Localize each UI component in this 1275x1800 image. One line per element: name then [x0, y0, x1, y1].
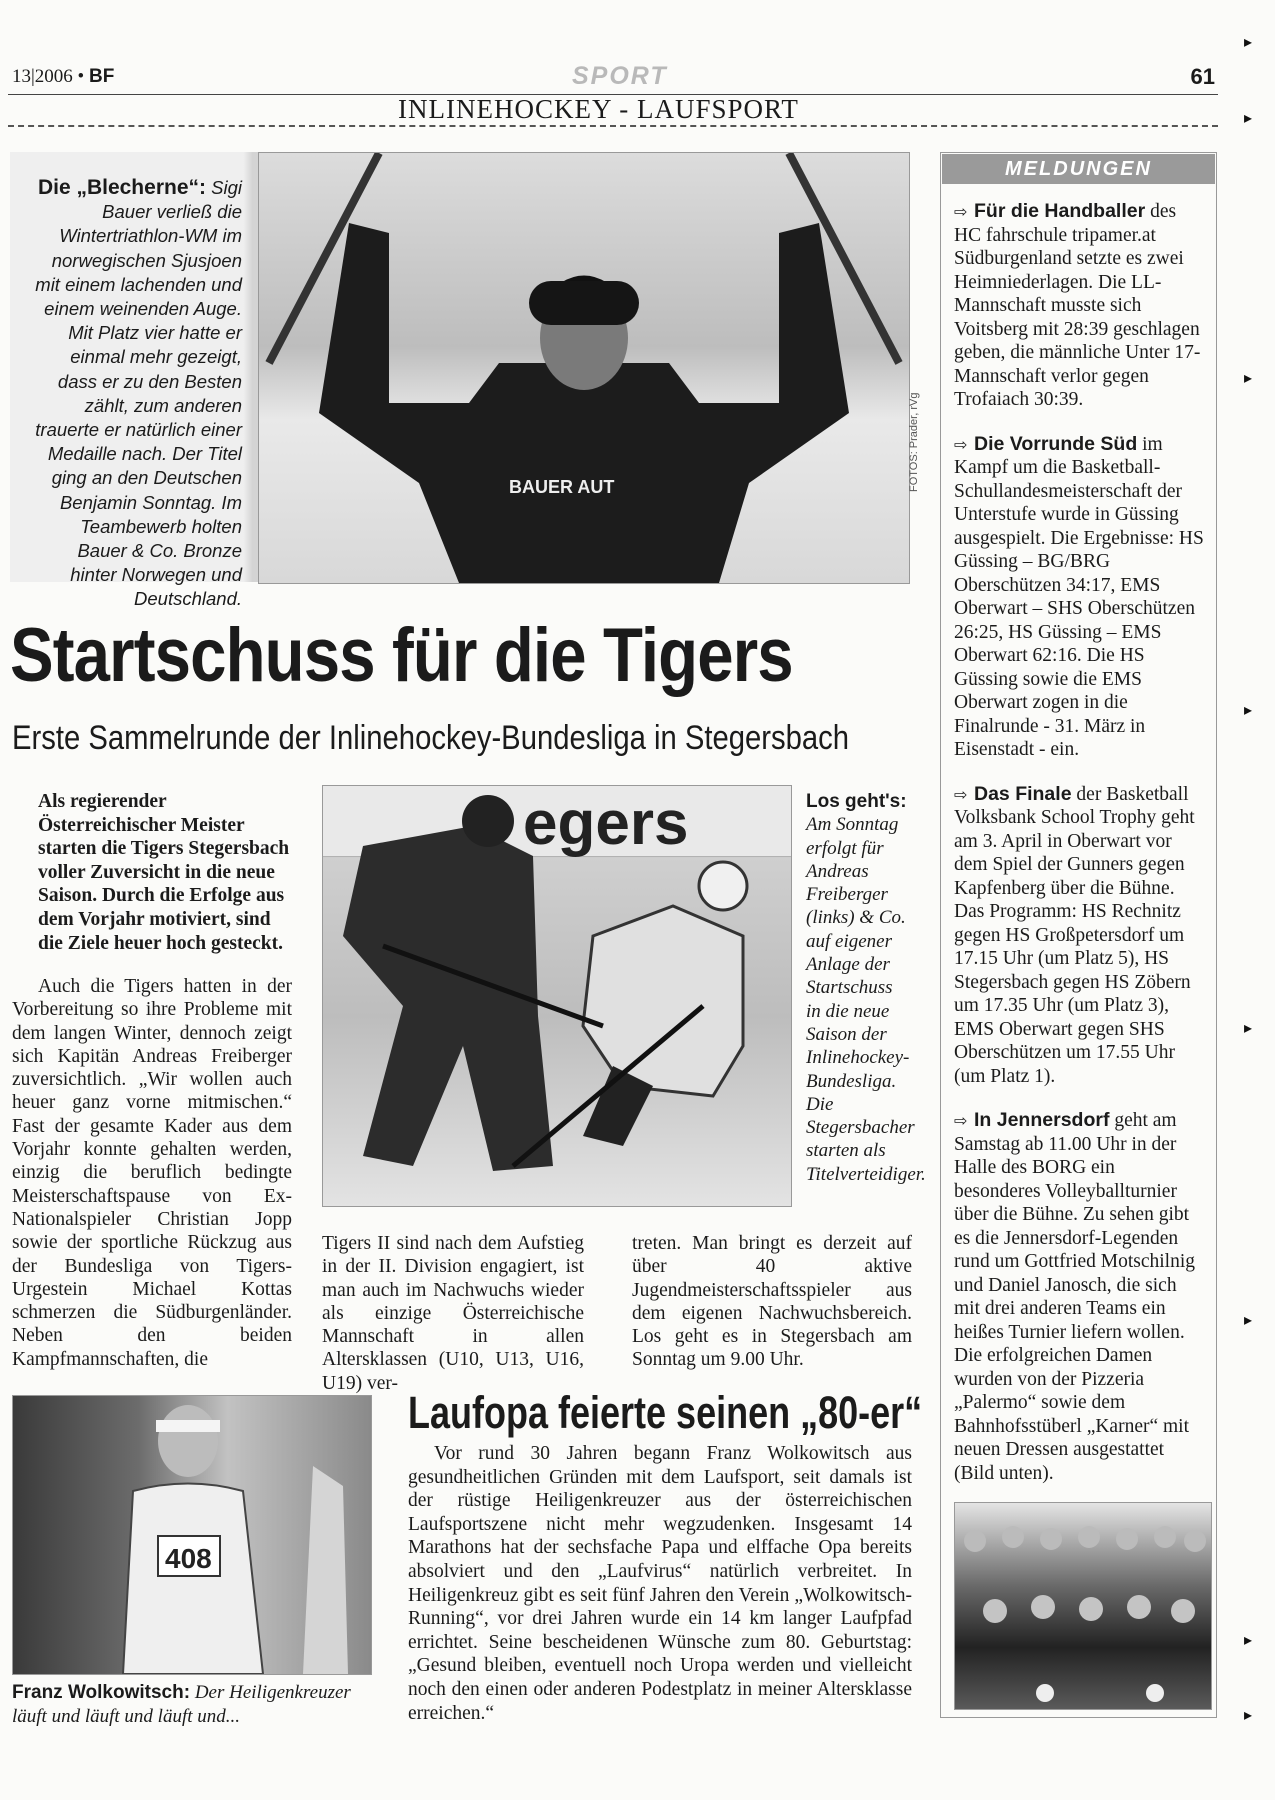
photo-credit: FOTOS: Prader, rVg: [908, 392, 920, 492]
news-item-text: des HC fahrschule tripamer.at Südburgenland setzte es zwei Heimniederlagen. Die LL-Mannschaft musste sich Voitsberg mit 28:39 geschlagen geben, die männliche Unter 17-Mannschaft verlor gegen Trofaiach 30:39.: [954, 201, 1201, 410]
runner-caption-title: Franz Wolkowitsch:: [12, 1682, 191, 1703]
skier-caption: [34, 176, 242, 612]
runner-caption-text: Der Heiligenkreuzer läuft und läuft und läuft und...: [12, 1682, 351, 1727]
article2-body: Vor rund 30 Jahren begann Franz Wolkowitsch aus gesundheitlichen Gründen mit dem Laufsport, seit damals ist der rüstige Heiligenkreuzer aus der österreichischen Laufsportszene nicht mehr wegzudenken. Insgesamt 14 Marathons hat der sechsfache Papa und elffache Opa bereits absolviert und den „Laufvirus“ natürlich verbreitet. In Heiligenkreuz gibt es seit fünf Jahren den Verein „Wolkowitsch-Running“, vor drei Jahren wurde ein 14 km langer Laufpfad errichtet. Seine bescheidenen Wünsche zum 80. Geburtstag: „Gesund bleiben, eventuell noch Uropa werden und vielleicht noch den einen oder anderen Podestplatz in meiner Altersklasse erreichen.“: [408, 1443, 912, 1724]
arrow-right-icon: ⇨: [954, 434, 968, 454]
triangle-right-icon: ▸: [1244, 1310, 1253, 1329]
department-label: SPORT: [572, 62, 668, 90]
hockey-caption-title: Los geht's:: [806, 791, 907, 812]
triangle-right-icon: ▸: [1244, 368, 1253, 387]
page-number: 61: [1190, 64, 1215, 89]
sidebar-items: [954, 200, 1204, 1506]
skier-photo: [258, 152, 910, 584]
arrow-right-icon: ⇨: [954, 1111, 968, 1130]
runner-caption: [12, 1681, 382, 1728]
triangle-right-icon: ▸: [1244, 1018, 1253, 1037]
news-item-lead: In Jennersdorf: [974, 1109, 1110, 1131]
news-item-lead: Das Finale: [974, 782, 1072, 805]
article-body-col1: Auch die Tigers hatten in der Vorbereitung so ihre Probleme mit dem langen Winter, dennoch zeigt sich Kapitän Andreas Freiberger zuversichtlich. „Wir wollen auch heuer ganz vorne mitmischen.“ Fast der gesamte Kader aus dem Vorjahr konnte gehalten werden, einzig die beruflich bedingte Meisterschaftspause von Ex-Nationalspieler Christian Jopp sowie der sportliche Rückzug aus der Bundesliga von Tigers-Urgestein Michael Kottas schmerzen die Südburgenländer. Neben den beiden Kampfmannschaften, die: [12, 976, 292, 1370]
hockey-illustration: [323, 786, 791, 1206]
arrow-right-icon: ⇨: [954, 202, 968, 221]
triangle-right-icon: ▸: [1244, 1705, 1253, 1724]
sponsor-text: BAUER AUT: [509, 477, 615, 497]
article-headline: Startschuss für die Tigers: [10, 613, 793, 698]
article-lead: Als regierender Österreichischer Meister starten die Tigers Stegersbach voller Zuversicht in die neue Saison. Durch die Erfolge aus dem Vorjahr motiviert, sind die Ziele heuer hoch gesteckt.: [38, 791, 290, 954]
hockey-caption: [806, 790, 926, 1186]
news-item-lead: Für die Handballer: [974, 200, 1146, 222]
skier-caption-text: Sigi Bauer verließ die Wintertriathlon-WM im norwegischen Sjusjoen mit einem lachenden und einem weinenden Auge. Mit Platz vier hatte er einmal mehr gezeigt, dass er zu den Besten zählt, zum anderen trauerte er natürlich einer Medaille nach. Der Titel ging an den Deutschen Benjamin Sonntag. Im Teambewerb holten Bauer & Co. Bronze hinter Norwegen und Deutschland.: [35, 177, 242, 610]
news-item: [954, 200, 1204, 412]
triangle-right-icon: ▸: [1244, 700, 1253, 719]
hockey-photo: [322, 785, 792, 1207]
publication-name: BF: [88, 66, 115, 87]
runner-illustration: [13, 1396, 371, 1674]
bib-number: 408: [165, 1543, 212, 1574]
news-item-text: geht am Samstag ab 11.00 Uhr in der Halle des BORG ein besonderes Volleyballturnier über die Bühne. Zu sehen gibt es die Jennersdorf-Legenden rund um Gottfried Motschilnig und Daniel Janosch, die sich mit drei anderen Teams ein heißes Turnier liefern wollen. Die erfolgreichen Damen wurden von der Pizzeria „Palermo“ sowie dem Bahnhofsstüberl „Karner“ mit neuen Dressen ausgestattet (Bild unten).: [954, 1110, 1196, 1484]
news-item-text: der Basketball Volksbank School Trophy geht am 3. April in Oberwart vor dem Spiel der Gunners gegen Kapfenberg über die Bühne. Das Programm: HS Rechnitz gegen HS Großpetersdorf um 17.15 Uhr (um Platz 5), HS Stegersbach gegen HS Zöbern um 17.35 Uhr (um Platz 3), EMS Oberwart gegen SHS Oberschützen um 17.55 Uhr (um Platz 1).: [954, 783, 1195, 1087]
news-item-text: im Kampf um die Basketball-Schullandesmeisterschaft der Unterstufe wurde in Güssing ausgespielt. Die Ergebnisse: HS Güssing – BG/BRG Oberschützen 34:17, EMS Oberwart – SHS Oberschützen 26:25, HS Güssing – EMS Oberwart 62:16. Die HS Güssing sowie die EMS Oberwart zogen in die Finalrunde - 31. März in Eisenstadt - ein.: [954, 433, 1204, 760]
news-item-lead: Die Vorrunde Süd: [974, 432, 1138, 455]
triangle-right-icon: ▸: [1244, 1630, 1253, 1649]
issue-label: [12, 66, 114, 88]
team-illustration: [955, 1503, 1211, 1709]
volleyball-team-photo: [954, 1502, 1212, 1710]
article2-headline: Laufopa feierte seinen „80-er“: [408, 1387, 923, 1438]
article-body-col3: treten. Man bringt es derzeit auf über 40 aktive Jugendmeisterschaftsspieler aus dem eigenen Nachwuchsbereich. Los geht es in Stegersbach am Sonntag um 9.00 Uhr.: [632, 1233, 912, 1371]
news-item: [954, 1109, 1204, 1485]
article-subheadline: Erste Sammelrunde der Inlinehockey-Bundesliga in Stegersbach: [12, 719, 850, 757]
sidebar-title: MELDUNGEN: [942, 154, 1215, 184]
triangle-right-icon: ▸: [1244, 108, 1253, 127]
runner-photo: [12, 1395, 372, 1675]
section-dashed-rule: [8, 125, 1218, 127]
arrow-right-icon: ⇨: [954, 784, 968, 804]
article-body-col2: Tigers II sind nach dem Aufstieg in der II. Division engagiert, ist man auch im Nachwuchs wieder als einzige Österreichische Mannschaft in allen Altersklassen (U10, U13, U16, U19) ver-: [322, 1233, 584, 1394]
skier-illustration: [259, 153, 909, 583]
issue-number: 13|2006 •: [12, 66, 85, 87]
rink-banner-text: egers: [523, 789, 689, 858]
skier-caption-title: Die „Blecherne“:: [37, 176, 206, 199]
hockey-caption-text: Am Sonntag erfolgt für Andreas Freiberger (links) & Co. auf eigener Anlage der Startschuss in die neue Saison der Inlinehockey-Bundesliga. Die Stegersbacher starten als Titelverteidiger.: [806, 814, 926, 1185]
news-item: [954, 783, 1204, 1089]
news-item: [954, 433, 1204, 762]
triangle-right-icon: ▸: [1244, 32, 1253, 51]
section-title: INLINEHOCKEY - LAUFSPORT: [398, 94, 799, 124]
